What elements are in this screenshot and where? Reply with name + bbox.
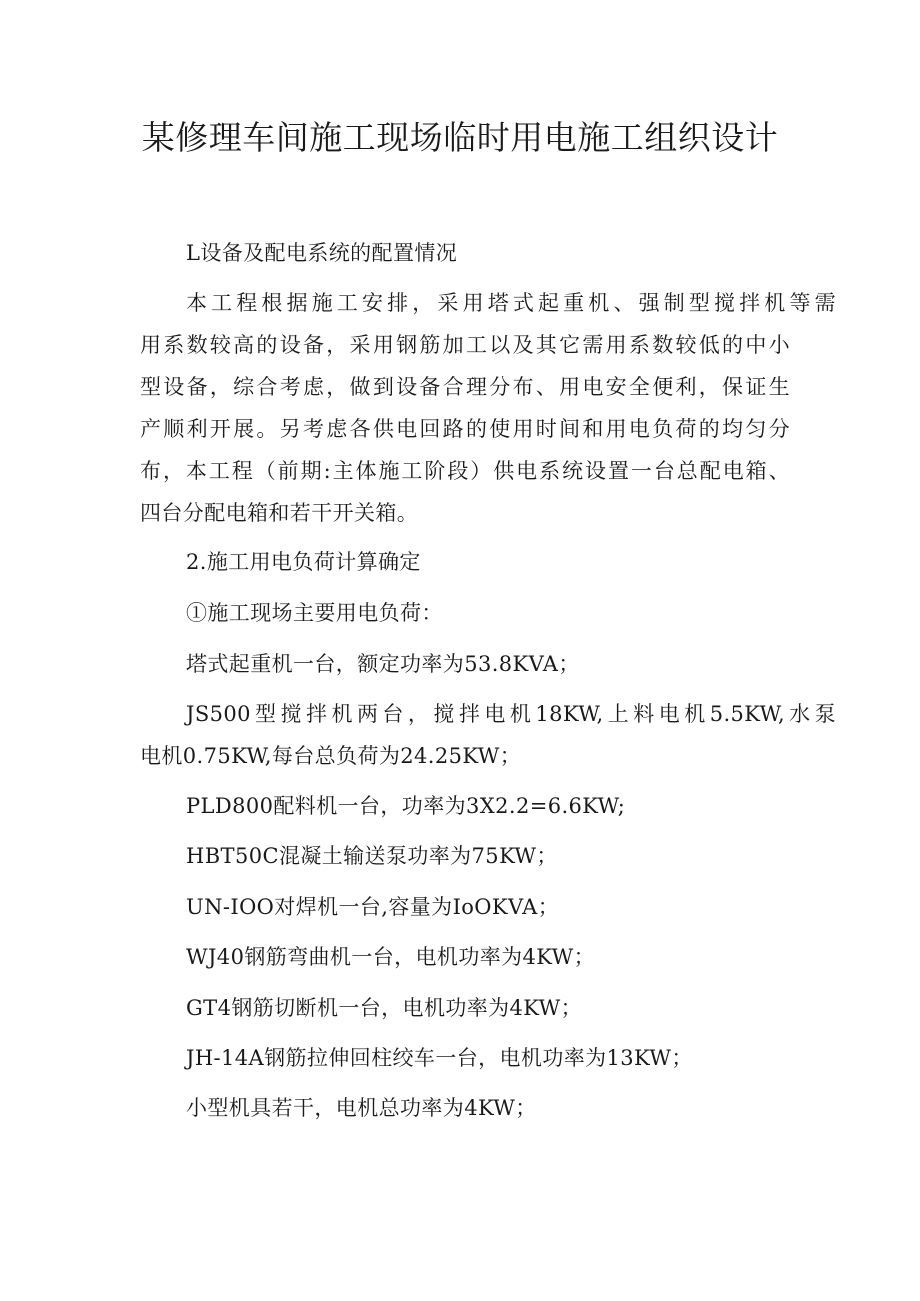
list-item: HBT50C混凝土输送泵功率为75KW； [186,844,558,868]
list-item: 塔式起重机一台，额定功率为53.8KVA； [186,652,580,676]
list-item: PLD800配料机一台，功率为3X2.2=6.6KW; [186,794,626,818]
paragraph-line: 本工程根据施工安排，采用塔式起重机、强制型搅拌机等需 [186,291,836,315]
paragraph-line: 布，本工程（前期:主体施工阶段）供电系统设置一台总配电箱、 [140,459,790,483]
paragraph-line: 型设备，综合考虑，做到设备合理分布、用电安全便利，保证生 [140,375,790,399]
document-title: 某修理车间施工现场临时用电施工组织设计 [141,118,779,157]
paragraph-line: 用系数较高的设备，采用钢筋加工以及其它需用系数较低的中小 [140,333,790,357]
list-item: 小型机具若干，电机总功率为4KW； [186,1096,537,1120]
paragraph-line: 四台分配电箱和若干开关箱。 [140,501,419,525]
list-item: JS500型搅拌机两台，搅拌电机18KW,上料电机5.5KW,水泵 [186,702,836,726]
paragraph-line: 产顺利开展。另考虑各供电回路的使用时间和用电负荷的均匀分 [140,417,790,441]
section-heading-2: 2.施工用电负荷计算确定 [186,550,421,574]
list-item: GT4钢筋切断机一台，电机功率为4KW； [186,996,583,1020]
list-item: JH-14A钢筋拉伸回柱绞车一台，电机功率为13KW； [186,1046,693,1070]
list-item: WJ40钢筋弯曲机一台，电机功率为4KW； [186,945,596,969]
section-heading-1: L设备及配电系统的配置情况 [186,241,458,265]
list-item: 电机0.75KW,每台总负荷为24.25KW； [140,744,522,768]
subheading: ①施工现场主要用电负荷： [186,601,443,625]
list-item: UN-IOO对焊机一台,容量为IoOKVA； [186,895,560,919]
